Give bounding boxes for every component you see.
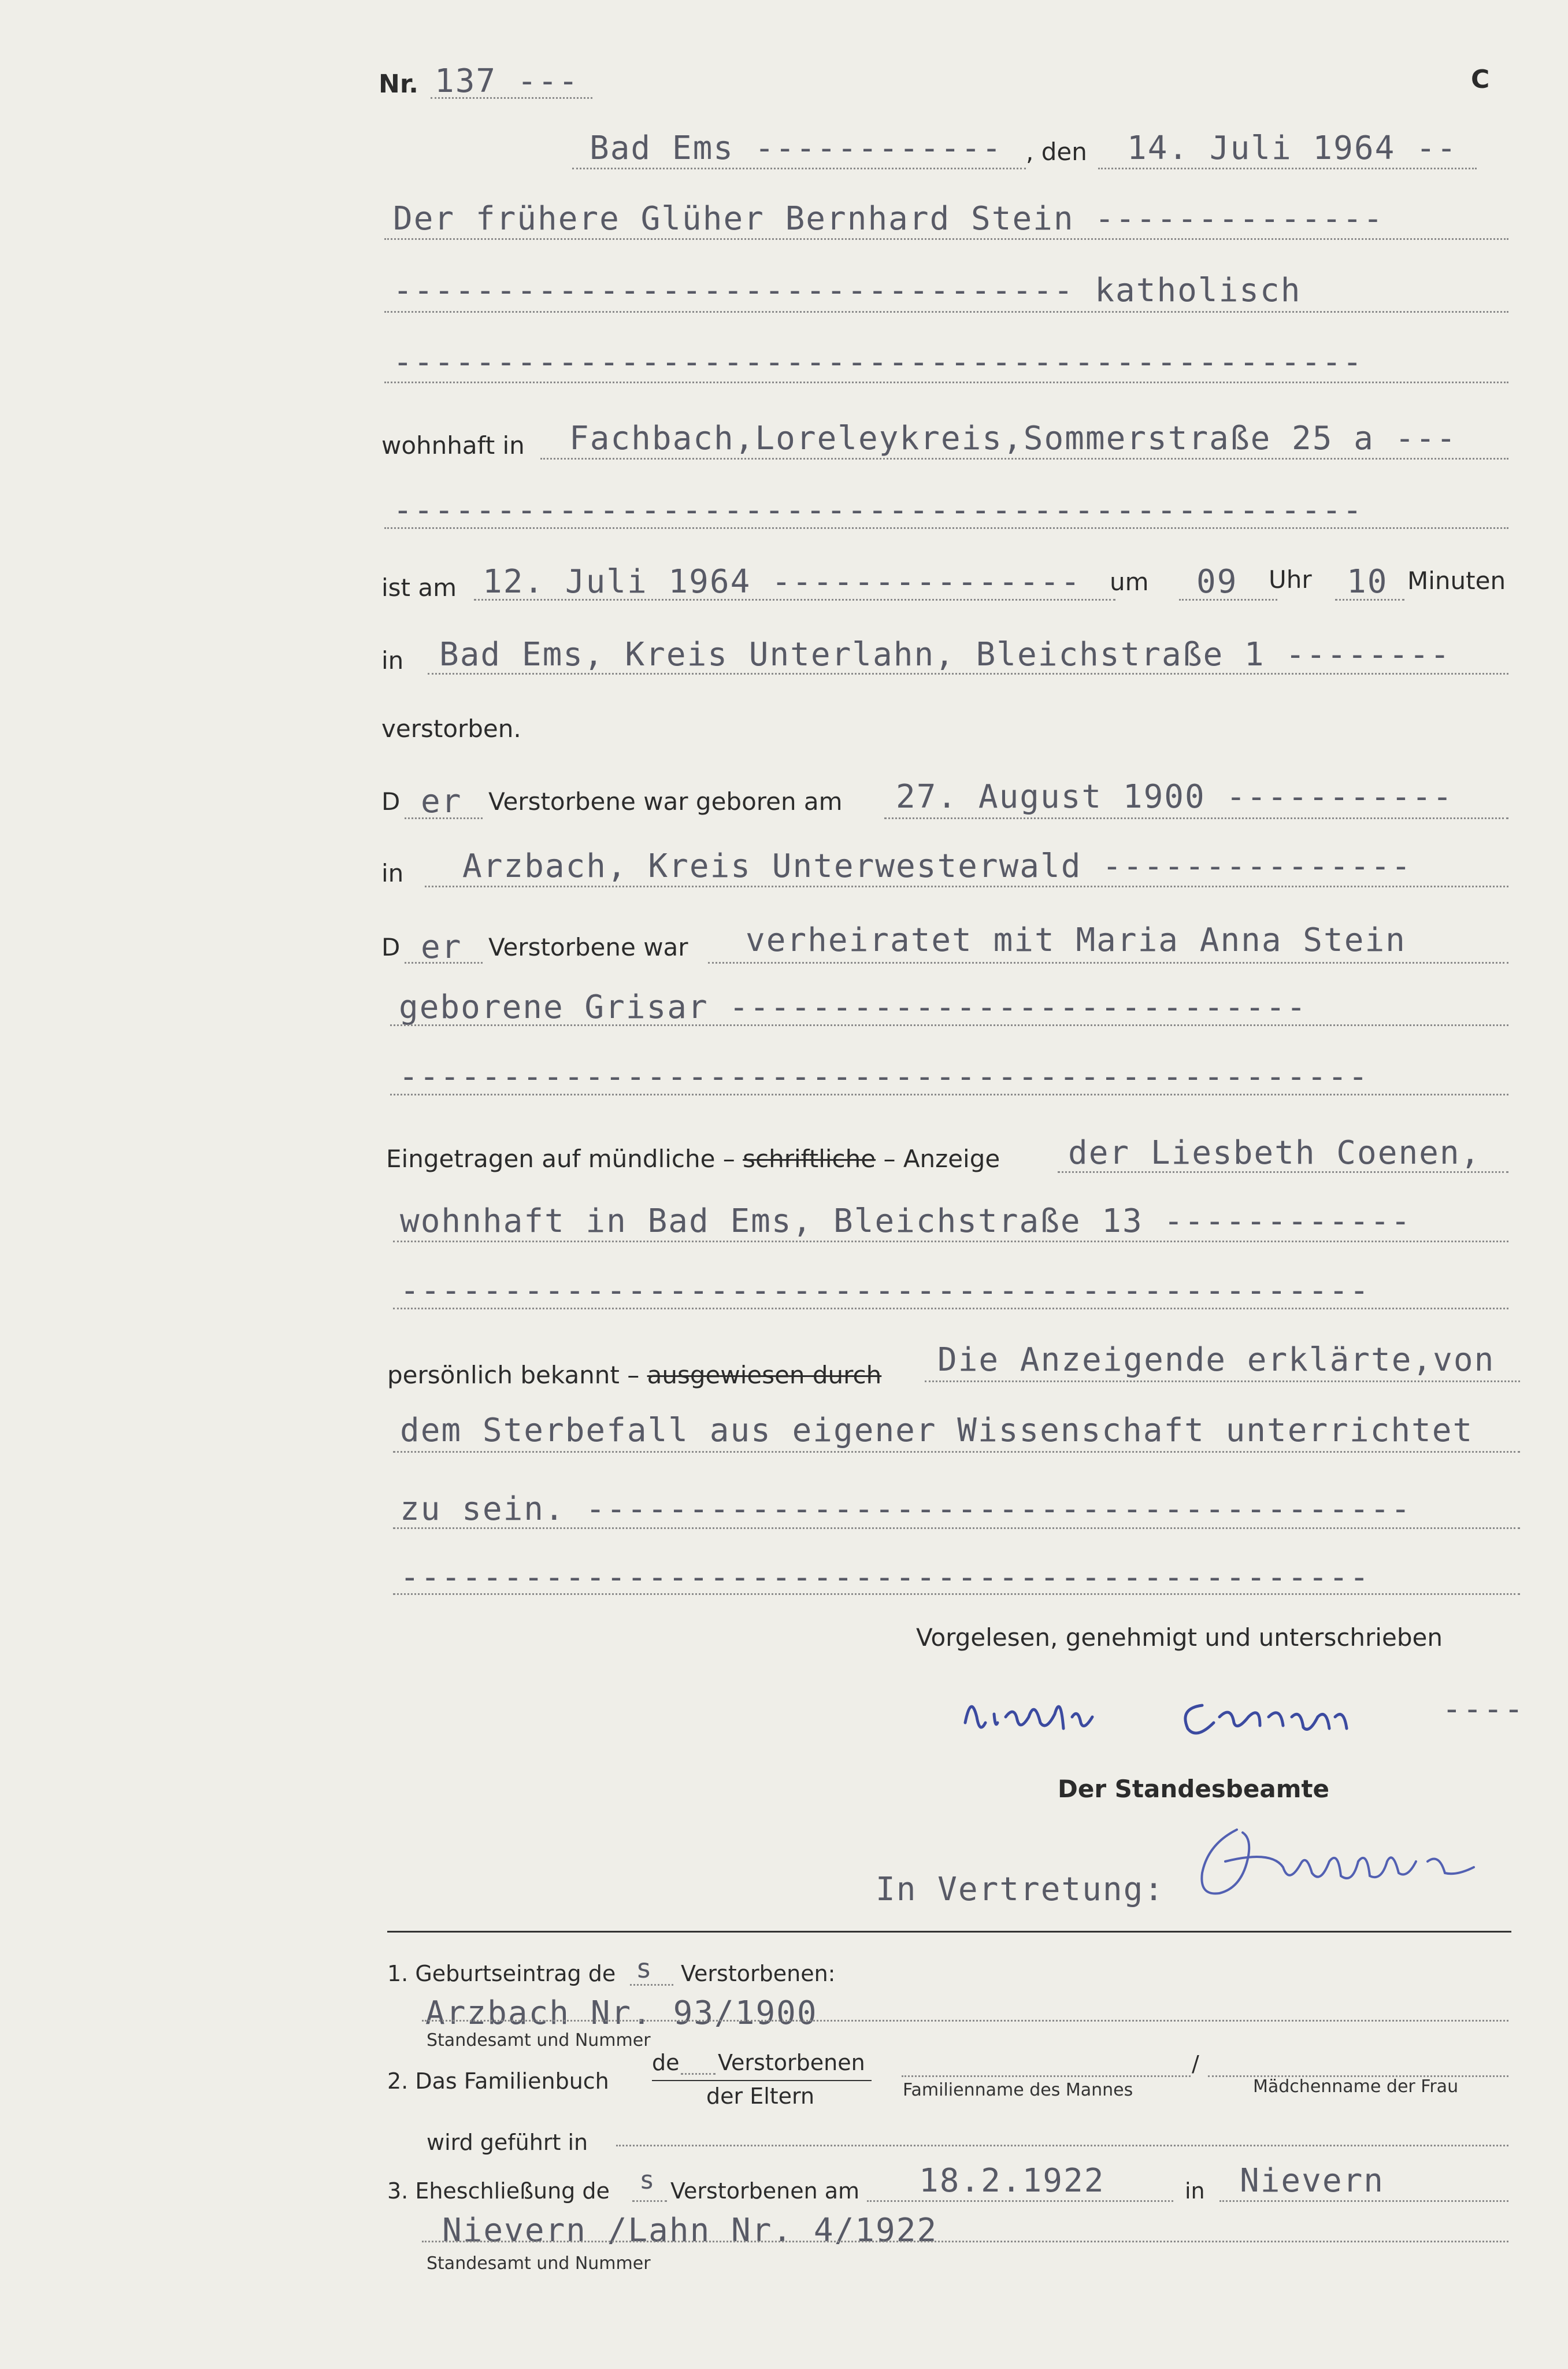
footer-item2-de-dotted-line [681, 2073, 716, 2075]
birth-in-label: in [381, 859, 404, 887]
identity-dotted-line-3 [393, 1527, 1520, 1529]
minuten-label: Minuten [1407, 567, 1506, 595]
den-label: , den [1026, 138, 1087, 166]
marital-dotted-line-1 [708, 962, 1508, 964]
registrar-signature [1185, 1821, 1508, 1919]
birth-date-dotted-line [884, 817, 1508, 819]
footer-separator [387, 1931, 1511, 1933]
residence-dotted-line-2 [384, 527, 1508, 529]
footer-item2-fraction-line [652, 2080, 872, 2081]
footer-item3-label: 3. Eheschließung de [387, 2178, 610, 2204]
registrar-title: Der Standesbeamte [1058, 1775, 1330, 1803]
informant-name: der Liesbeth Coenen, [1068, 1134, 1481, 1172]
birth-d-suffix: er [421, 783, 462, 820]
death-in-label: in [381, 646, 404, 675]
death-date-dotted-line [474, 599, 1115, 601]
birth-place: Arzbach, Kreis Unterwesterwald --------------- [462, 847, 1412, 885]
footer-item3-s-dotted-line [632, 2200, 667, 2202]
place-dotted-line [572, 168, 1026, 169]
registration-line-2: wohnhaft in Bad Ems, Bleichstraße 13 ------------ [400, 1202, 1412, 1240]
footer-item2-slash: / [1192, 2051, 1199, 2076]
nr-value: 137 --- [435, 62, 580, 100]
death-place-dotted-line [428, 673, 1508, 675]
read-approved-text: Vorgelesen, genehmigt und unterschrieben [916, 1623, 1443, 1652]
identity-dotted-line-1 [925, 1380, 1520, 1382]
registration-line-3: ----------------------------------------------- [400, 1272, 1370, 1309]
birth-date: 27. August 1900 ----------- [896, 778, 1454, 816]
footer-item2-kept: wird geführt in [427, 2130, 588, 2155]
footer-item3-value: Nievern /Lahn Nr. 4/1922 [442, 2212, 938, 2249]
identity-dotted-line-2 [393, 1451, 1520, 1453]
footer-item2-husband: Familienname des Mannes [903, 2080, 1133, 2100]
footer-item1-sub: Standesamt und Nummer [427, 2030, 651, 2050]
identity-text-3: zu sein. ---------------------------------------- [400, 1490, 1412, 1528]
footer-item1-value: Arzbach Nr. 93/1900 [425, 1994, 818, 2032]
footer-item1-dotted-line [422, 2020, 1508, 2022]
registration-dotted-line-2 [393, 1241, 1508, 1242]
religion-line: --------------------------------- katholisch [393, 272, 1302, 309]
informant-dotted-line [1058, 1171, 1508, 1173]
death-date: 12. Juli 1964 --------------- [483, 563, 1081, 601]
date-dotted-line [1098, 168, 1477, 169]
birth-text: Verstorbene war geboren am [488, 787, 843, 816]
identity-text-1: Die Anzeigende erklärte,von [937, 1341, 1495, 1379]
residence-line-2: ----------------------------------------------- [393, 491, 1363, 529]
death-place: Bad Ems, Kreis Unterlahn, Bleichstraße 1 -------- [439, 636, 1451, 673]
deceased-name-line: Der frühere Glüher Bernhard Stein -------------- [393, 200, 1384, 238]
filler-dotted-line [384, 382, 1508, 383]
residence-label: wohnhaft in [381, 431, 525, 460]
deceased-filler-line: ----------------------------------------------- [393, 343, 1363, 381]
identity-text-2: dem Sterbefall aus eigener Wissenschaft unterrichtet [400, 1412, 1474, 1449]
in-vertretung: In Vertretung: [876, 1871, 1165, 1908]
marital-d-label: D [381, 933, 401, 961]
residence-dotted-line-1 [540, 458, 1508, 460]
footer-item3-mid: Verstorbenen am [670, 2178, 860, 2204]
footer-item1-s-dotted-line [630, 1984, 673, 1986]
residence-line-1: Fachbach,Loreleykreis,Sommerstraße 25 a --- [569, 420, 1457, 457]
identity-label: persönlich bekannt – ausgewiesen durch [387, 1361, 882, 1389]
footer-item2-top: Verstorbenen [718, 2050, 865, 2075]
um-label: um [1110, 568, 1149, 596]
footer-item3-sub: Standesamt und Nummer [427, 2253, 651, 2274]
minutes-dotted-line [1335, 599, 1404, 601]
marital-text: Verstorbene war [488, 933, 688, 961]
religion-dotted-line [384, 311, 1508, 313]
footer-husband-dotted-line [902, 2075, 1191, 2077]
footer-item3-date-dotted-line [867, 2200, 1173, 2202]
registration-dotted-line-3 [393, 1308, 1508, 1309]
place-value: Bad Ems ------------ [590, 129, 1003, 167]
marital-line-2: geborene Grisar ---------------------------- [399, 989, 1307, 1026]
footer-item2-bottom: der Eltern [706, 2083, 815, 2109]
identity-dotted-line-4 [393, 1593, 1520, 1595]
ist-am-label: ist am [381, 573, 457, 602]
hour-dotted-line [1179, 599, 1277, 601]
footer-item3-s: s [639, 2166, 656, 2195]
footer-item1-label: 1. Geburtseintrag de [387, 1961, 616, 1986]
marital-dotted-line-2 [390, 1024, 1508, 1026]
date-value: 14. Juli 1964 -- [1127, 129, 1458, 167]
footer-item2-label: 2. Das Familienbuch [387, 2068, 609, 2094]
footer-item3-date: 18.2.1922 [919, 2162, 1105, 2200]
nr-dotted-line [431, 97, 592, 99]
footer-item3-dotted-line [422, 2241, 1508, 2242]
marital-dotted-line-3 [390, 1094, 1508, 1095]
marital-status: verheiratet mit Maria Anna Stein [746, 921, 1406, 959]
footer-item2-kept-dotted-line [616, 2145, 1508, 2146]
birth-place-dotted-line [425, 886, 1508, 887]
registration-label: Eingetragen auf mündliche – schriftliche – Anzeige [386, 1145, 1000, 1173]
marital-d-suffix: er [421, 928, 462, 966]
footer-item2-wife: Mädchenname der Frau [1253, 2076, 1459, 2097]
footer-item3-place: Nievern [1240, 2162, 1385, 2200]
birth-d-label: D [381, 787, 401, 816]
death-hour: 09 [1196, 563, 1238, 601]
death-minutes: 10 [1347, 563, 1388, 601]
footer-item1-end: Verstorbenen: [681, 1961, 836, 1986]
marital-line-3: ----------------------------------------------- [399, 1058, 1369, 1095]
footer-item2-top-de: de [652, 2050, 680, 2075]
birth-d-dotted-line [405, 817, 483, 819]
footer-item3-in: in [1185, 2178, 1205, 2204]
nr-label: Nr. [379, 69, 418, 99]
name-dotted-line [384, 238, 1508, 240]
footer-item1-s: s [636, 1953, 653, 1984]
informant-signature [959, 1682, 1422, 1752]
footer-item3-place-dotted-line [1219, 2200, 1508, 2202]
form-letter: C [1471, 65, 1490, 94]
identity-text-4: ----------------------------------------------- [400, 1559, 1370, 1596]
marital-d-dotted-line [405, 962, 483, 964]
uhr-label: Uhr [1269, 565, 1312, 594]
signature-trailing-dashes: ---- [1442, 1690, 1525, 1728]
verstorben-label: verstorben. [381, 715, 521, 743]
